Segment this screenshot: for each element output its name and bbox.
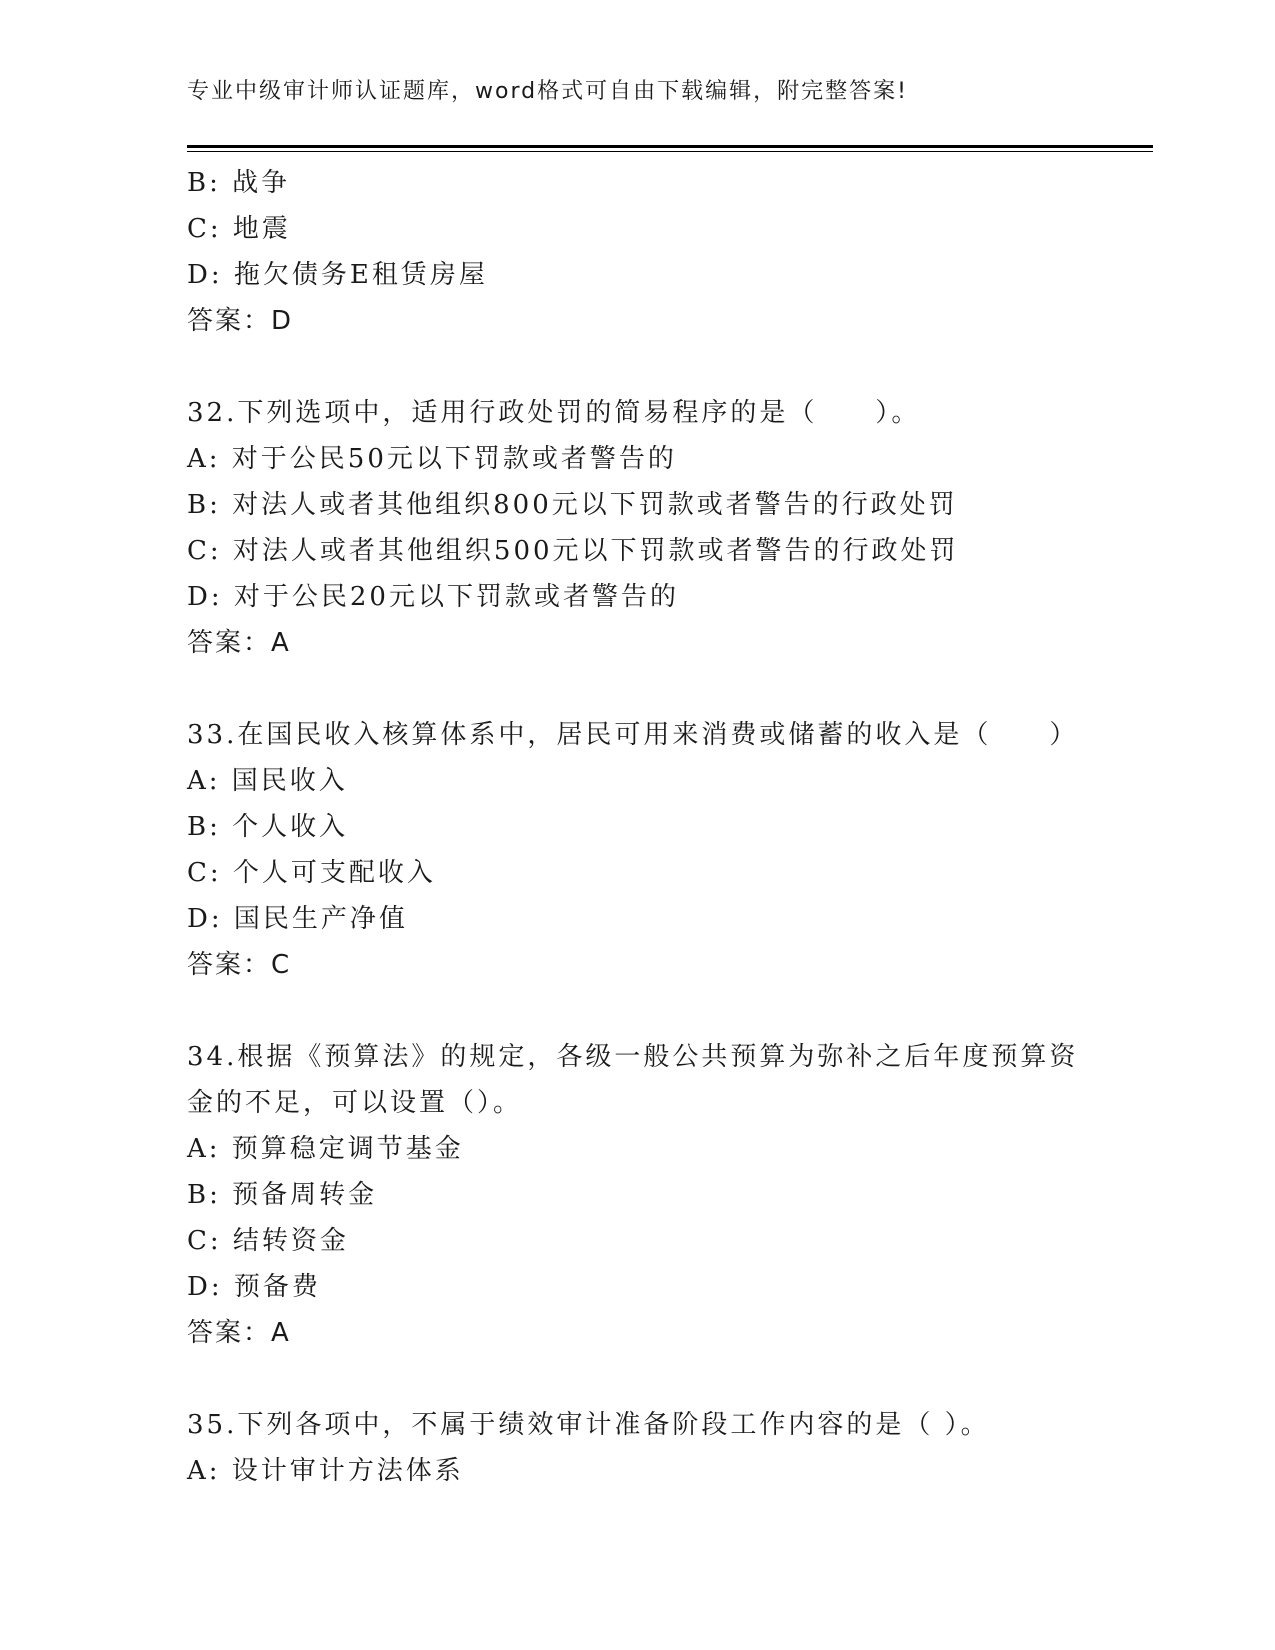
option-c: C: 结转资金	[187, 1226, 349, 1256]
header-rule-thick	[187, 145, 1153, 148]
question-32	[187, 390, 1087, 666]
question-stem: 32.下列选项中，适用行政处罚的简易程序的是（ ）。	[187, 398, 921, 428]
question-33	[187, 712, 1087, 988]
spacer	[187, 1356, 1087, 1402]
question-stem-line-1: 34.根据《预算法》的规定，各级一般公共预算为弥补之后年度预算资	[187, 1042, 1079, 1072]
option-b: B: 战争	[187, 168, 291, 198]
option-b: B: 对法人或者其他组织800元以下罚款或者警告的行政处罚	[187, 490, 958, 520]
option-d: D: 对于公民20元以下罚款或者警告的	[187, 582, 679, 612]
question-31-continued	[187, 160, 1087, 344]
option-a: A: 设计审计方法体系	[187, 1456, 464, 1486]
answer-label: 答案：C	[187, 950, 292, 980]
question-stem-line-2: 金的不足，可以设置（）。	[187, 1088, 523, 1118]
option-c: C: 个人可支配收入	[187, 858, 436, 888]
option-d: D: 预备费	[187, 1272, 321, 1302]
option-d: D: 国民生产净值	[187, 904, 408, 934]
option-b: B: 预备周转金	[187, 1180, 378, 1210]
option-b: B: 个人收入	[187, 812, 349, 842]
answer-label: 答案：A	[187, 1318, 291, 1348]
option-d: D: 拖欠债务E租赁房屋	[187, 260, 488, 290]
option-a: A: 预算稳定调节基金	[187, 1134, 464, 1164]
option-a: A: 国民收入	[187, 766, 348, 796]
option-c: C: 对法人或者其他组织500元以下罚款或者警告的行政处罚	[187, 536, 959, 566]
answer-label: 答案：D	[187, 306, 294, 336]
header-rule-thin	[187, 151, 1153, 152]
option-a: A: 对于公民50元以下罚款或者警告的	[187, 444, 677, 474]
page-header: 专业中级审计师认证题库，word格式可自由下载编辑，附完整答案!	[187, 79, 908, 104]
option-c: C: 地震	[187, 214, 291, 244]
question-stem: 33.在国民收入核算体系中，居民可用来消费或储蓄的收入是（ ）	[187, 720, 1079, 750]
spacer	[187, 666, 1087, 712]
spacer	[187, 988, 1087, 1034]
spacer	[187, 344, 1087, 390]
question-list	[187, 160, 1087, 1494]
question-stem: 35.下列各项中，不属于绩效审计准备阶段工作内容的是（ ）。	[187, 1410, 990, 1440]
question-34	[187, 1034, 1087, 1356]
answer-label: 答案：A	[187, 628, 291, 658]
question-35	[187, 1402, 1087, 1494]
